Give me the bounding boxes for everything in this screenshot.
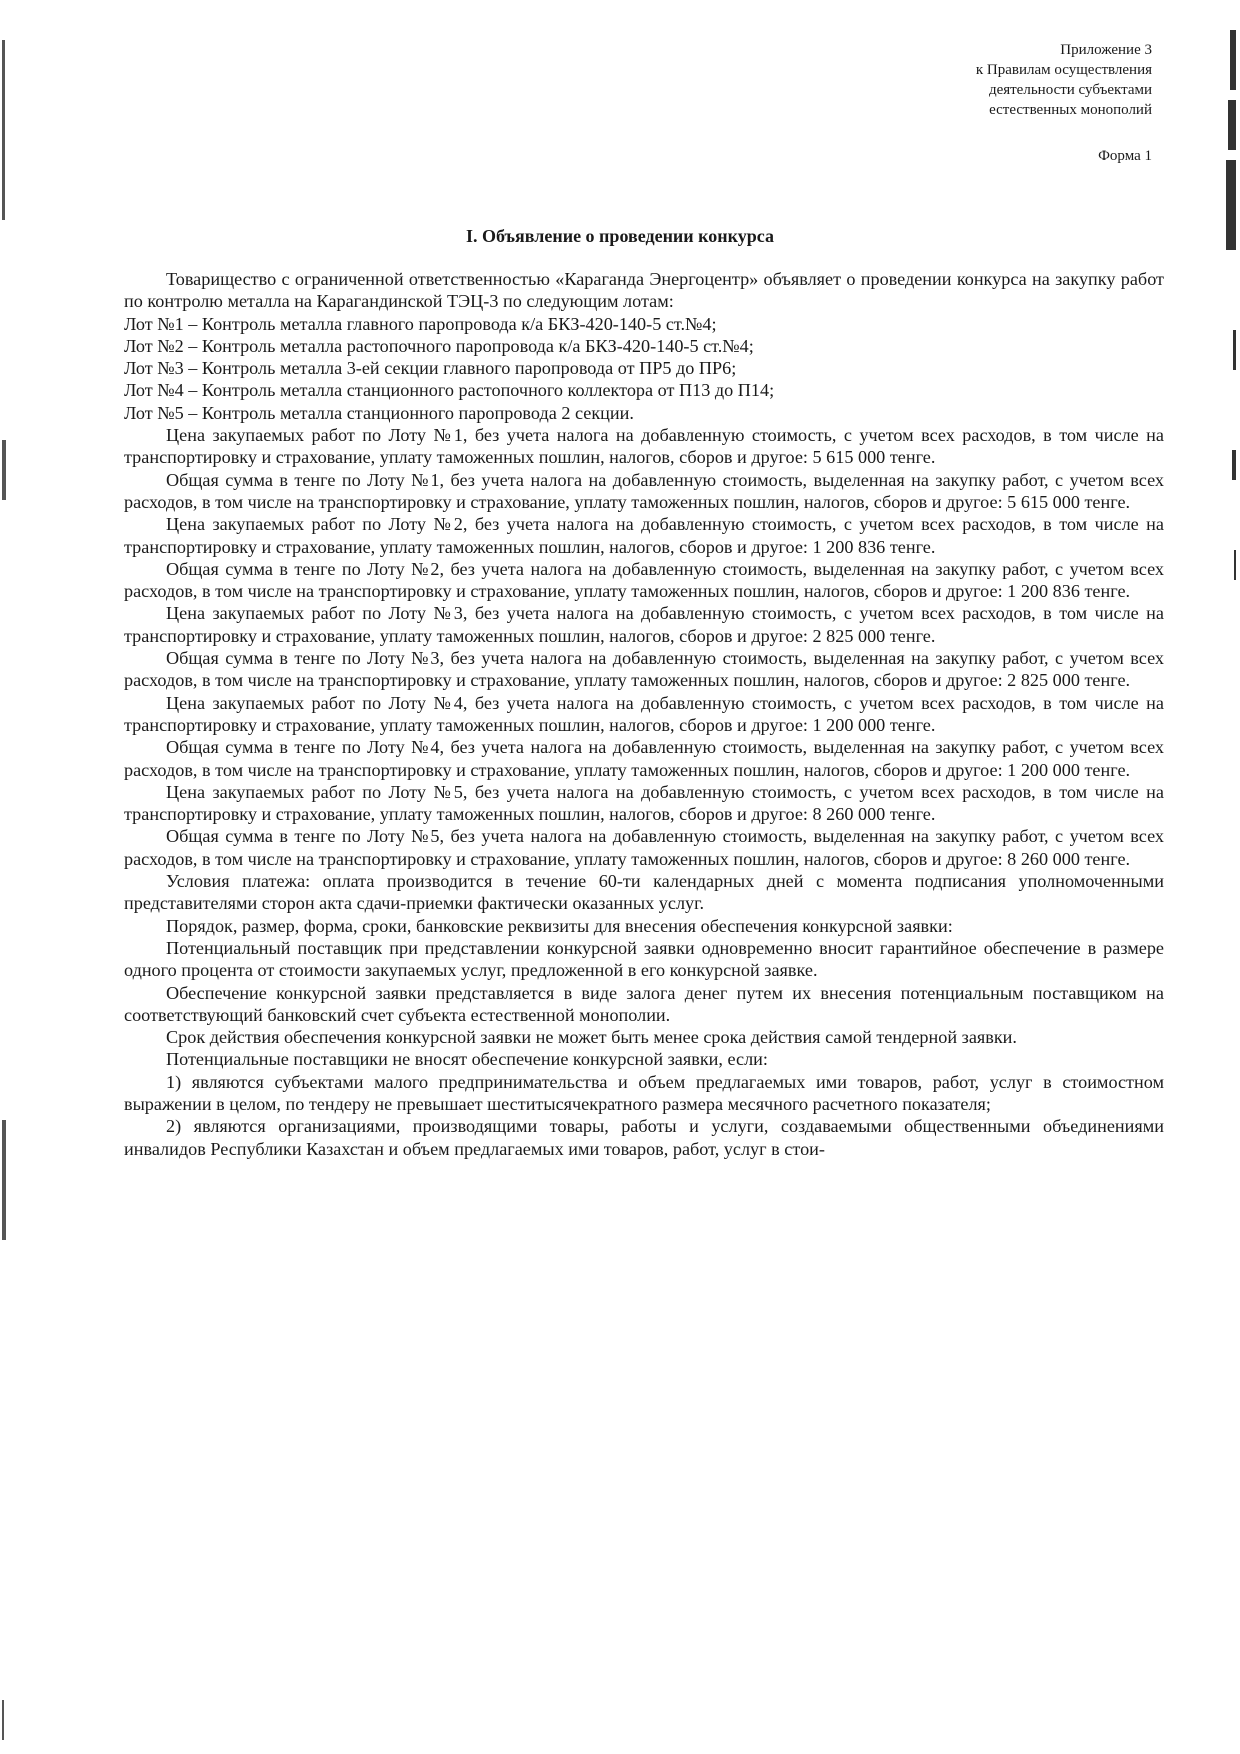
lot-item: Лот №2 – Контроль металла растопочного паропровода к/а БКЗ-420-140-5 ст.№4; <box>124 335 754 356</box>
appendix-header <box>792 40 1152 120</box>
appendix-line-4: естественных монополий <box>989 102 1152 118</box>
paragraph: Потенциальные поставщики не вносят обеспечение конкурсной заявки, если: <box>166 1049 768 1070</box>
appendix-line-2: к Правилам осуществления <box>975 62 1152 78</box>
paragraph: Цена закупаемых работ по Лоту №3, без учета налога на добавленную стоимость, с учетом всех расходов, в том числе на транспортировку и страхование, уплату таможенных пошлин, налогов, сборов и другое: 2 825 000 тенге. <box>124 603 1164 646</box>
paragraph: Порядок, размер, форма, сроки, банковские реквизиты для внесения обеспечения конкурсной заявки: <box>166 915 953 936</box>
paragraph: Цена закупаемых работ по Лоту №5, без учета налога на добавленную стоимость, с учетом всех расходов, в том числе на транспортировку и страхование, уплату таможенных пошлин, налогов, сборов и другое: 8 260 000 тенге. <box>124 781 1164 825</box>
document-title: I. Объявление о проведении конкурса <box>465 226 775 246</box>
paragraph: Общая сумма в тенге по Лоту №2, без учета налога на добавленную стоимость, выделенная на закупку работ, с учетом всех расходов, в том числе на транспортировку и страхование, уплату таможенных пошлин, налогов, сборов и другое: 1 200 836 тенге. <box>124 558 1164 602</box>
paragraph: 1) являются субъектами малого предпринимательства и объем предлагаемых ими товаров, работ, услуг в стоимостном выражении в целом, по тендеру не превышает шеститысячекратного размера месячного расчетного показателя; <box>124 1071 1164 1114</box>
scan-artifact-left <box>2 40 8 1740</box>
document-body <box>124 268 1164 1160</box>
paragraph: Цена закупаемых работ по Лоту №2, без учета налога на добавленную стоимость, с учетом всех расходов, в том числе на транспортировку и страхование, уплату таможенных пошлин, налогов, сборов и другое: 1 200 836 тенге. <box>124 514 1164 557</box>
paragraph: 2) являются организациями, производящими товары, работы и услуги, создаваемыми общественными объединениями инвалидов Республики Казахстан и объем предлагаемых ими товаров, работ, услуг в стои- <box>124 1116 1164 1159</box>
appendix-line-3: деятельности субъектами <box>988 82 1152 98</box>
scan-artifact-right <box>1222 30 1236 1730</box>
appendix-line-1: Приложение 3 <box>1060 42 1152 58</box>
paragraph: Потенциальный поставщик при представлении конкурсной заявки одновременно вносит гарантийное обеспечение в размере одного процента от стоимости закупаемых услуг, предложенной в его конкурсной заявке. <box>124 937 1164 981</box>
form-label: Форма 1 <box>1098 148 1152 164</box>
paragraph: Общая сумма в тенге по Лоту №1, без учета налога на добавленную стоимость, выделенная на закупку работ, с учетом всех расходов, в том числе на транспортировку и страхование, уплату таможенных пошлин, налогов, сборов и другое: 5 615 000 тенге. <box>124 469 1164 512</box>
lot-item: Лот №4 – Контроль металла станционного растопочного коллектора от П13 до П14; <box>124 380 775 401</box>
lot-item: Лот №1 – Контроль металла главного паропровода к/а БКЗ-420-140-5 ст.№4; <box>124 313 717 334</box>
lot-item: Лот №3 – Контроль металла 3-ей секции главного паропровода от ПР5 до ПР6; <box>124 358 737 379</box>
lot-item: Лот №5 – Контроль металла станционного паропровода 2 секции. <box>124 402 634 423</box>
paragraph: Общая сумма в тенге по Лоту №5, без учета налога на добавленную стоимость, выделенная на закупку работ, с учетом всех расходов, в том числе на транспортировку и страхование, уплату таможенных пошлин, налогов, сборов и другое: 8 260 000 тенге. <box>124 826 1164 869</box>
paragraph: Условия платежа: оплата производится в течение 60-ти календарных дней с момента подписания уполномоченными представителями сторон акта сдачи-приемки фактически оказанных услуг. <box>124 871 1164 914</box>
paragraph: Срок действия обеспечения конкурсной заявки не может быть менее срока действия самой тендерной заявки. <box>166 1027 1017 1048</box>
paragraph: Обеспечение конкурсной заявки представляется в виде залога денег путем их внесения потенциальным поставщиком на соответствующий банковский счет субъекта естественной монополии. <box>124 982 1164 1025</box>
paragraph: Цена закупаемых работ по Лоту №4, без учета налога на добавленную стоимость, с учетом всех расходов, в том числе на транспортировку и страхование, уплату таможенных пошлин, налогов, сборов и другое: 1 200 000 тенге. <box>124 692 1164 735</box>
paragraph: Цена закупаемых работ по Лоту №1, без учета налога на добавленную стоимость, с учетом всех расходов, в том числе на транспортировку и страхование, уплату таможенных пошлин, налогов, сборов и другое: 5 615 000 тенге. <box>124 425 1164 468</box>
paragraph: Общая сумма в тенге по Лоту №4, без учета налога на добавленную стоимость, выделенная на закупку работ, с учетом всех расходов, в том числе на транспортировку и страхование, уплату таможенных пошлин, налогов, сборов и другое: 1 200 000 тенге. <box>124 737 1164 780</box>
paragraph: Общая сумма в тенге по Лоту №3, без учета налога на добавленную стоимость, выделенная на закупку работ, с учетом всех расходов, в том числе на транспортировку и страхование, уплату таможенных пошлин, налогов, сборов и другое: 2 825 000 тенге. <box>124 648 1164 691</box>
paragraph: Товарищество с ограниченной ответственностью «Караганда Энергоцентр» объявляет о проведении конкурса на закупку работ по контролю металла на Карагандинской ТЭЦ-3 по следующим лотам: <box>124 269 1164 312</box>
